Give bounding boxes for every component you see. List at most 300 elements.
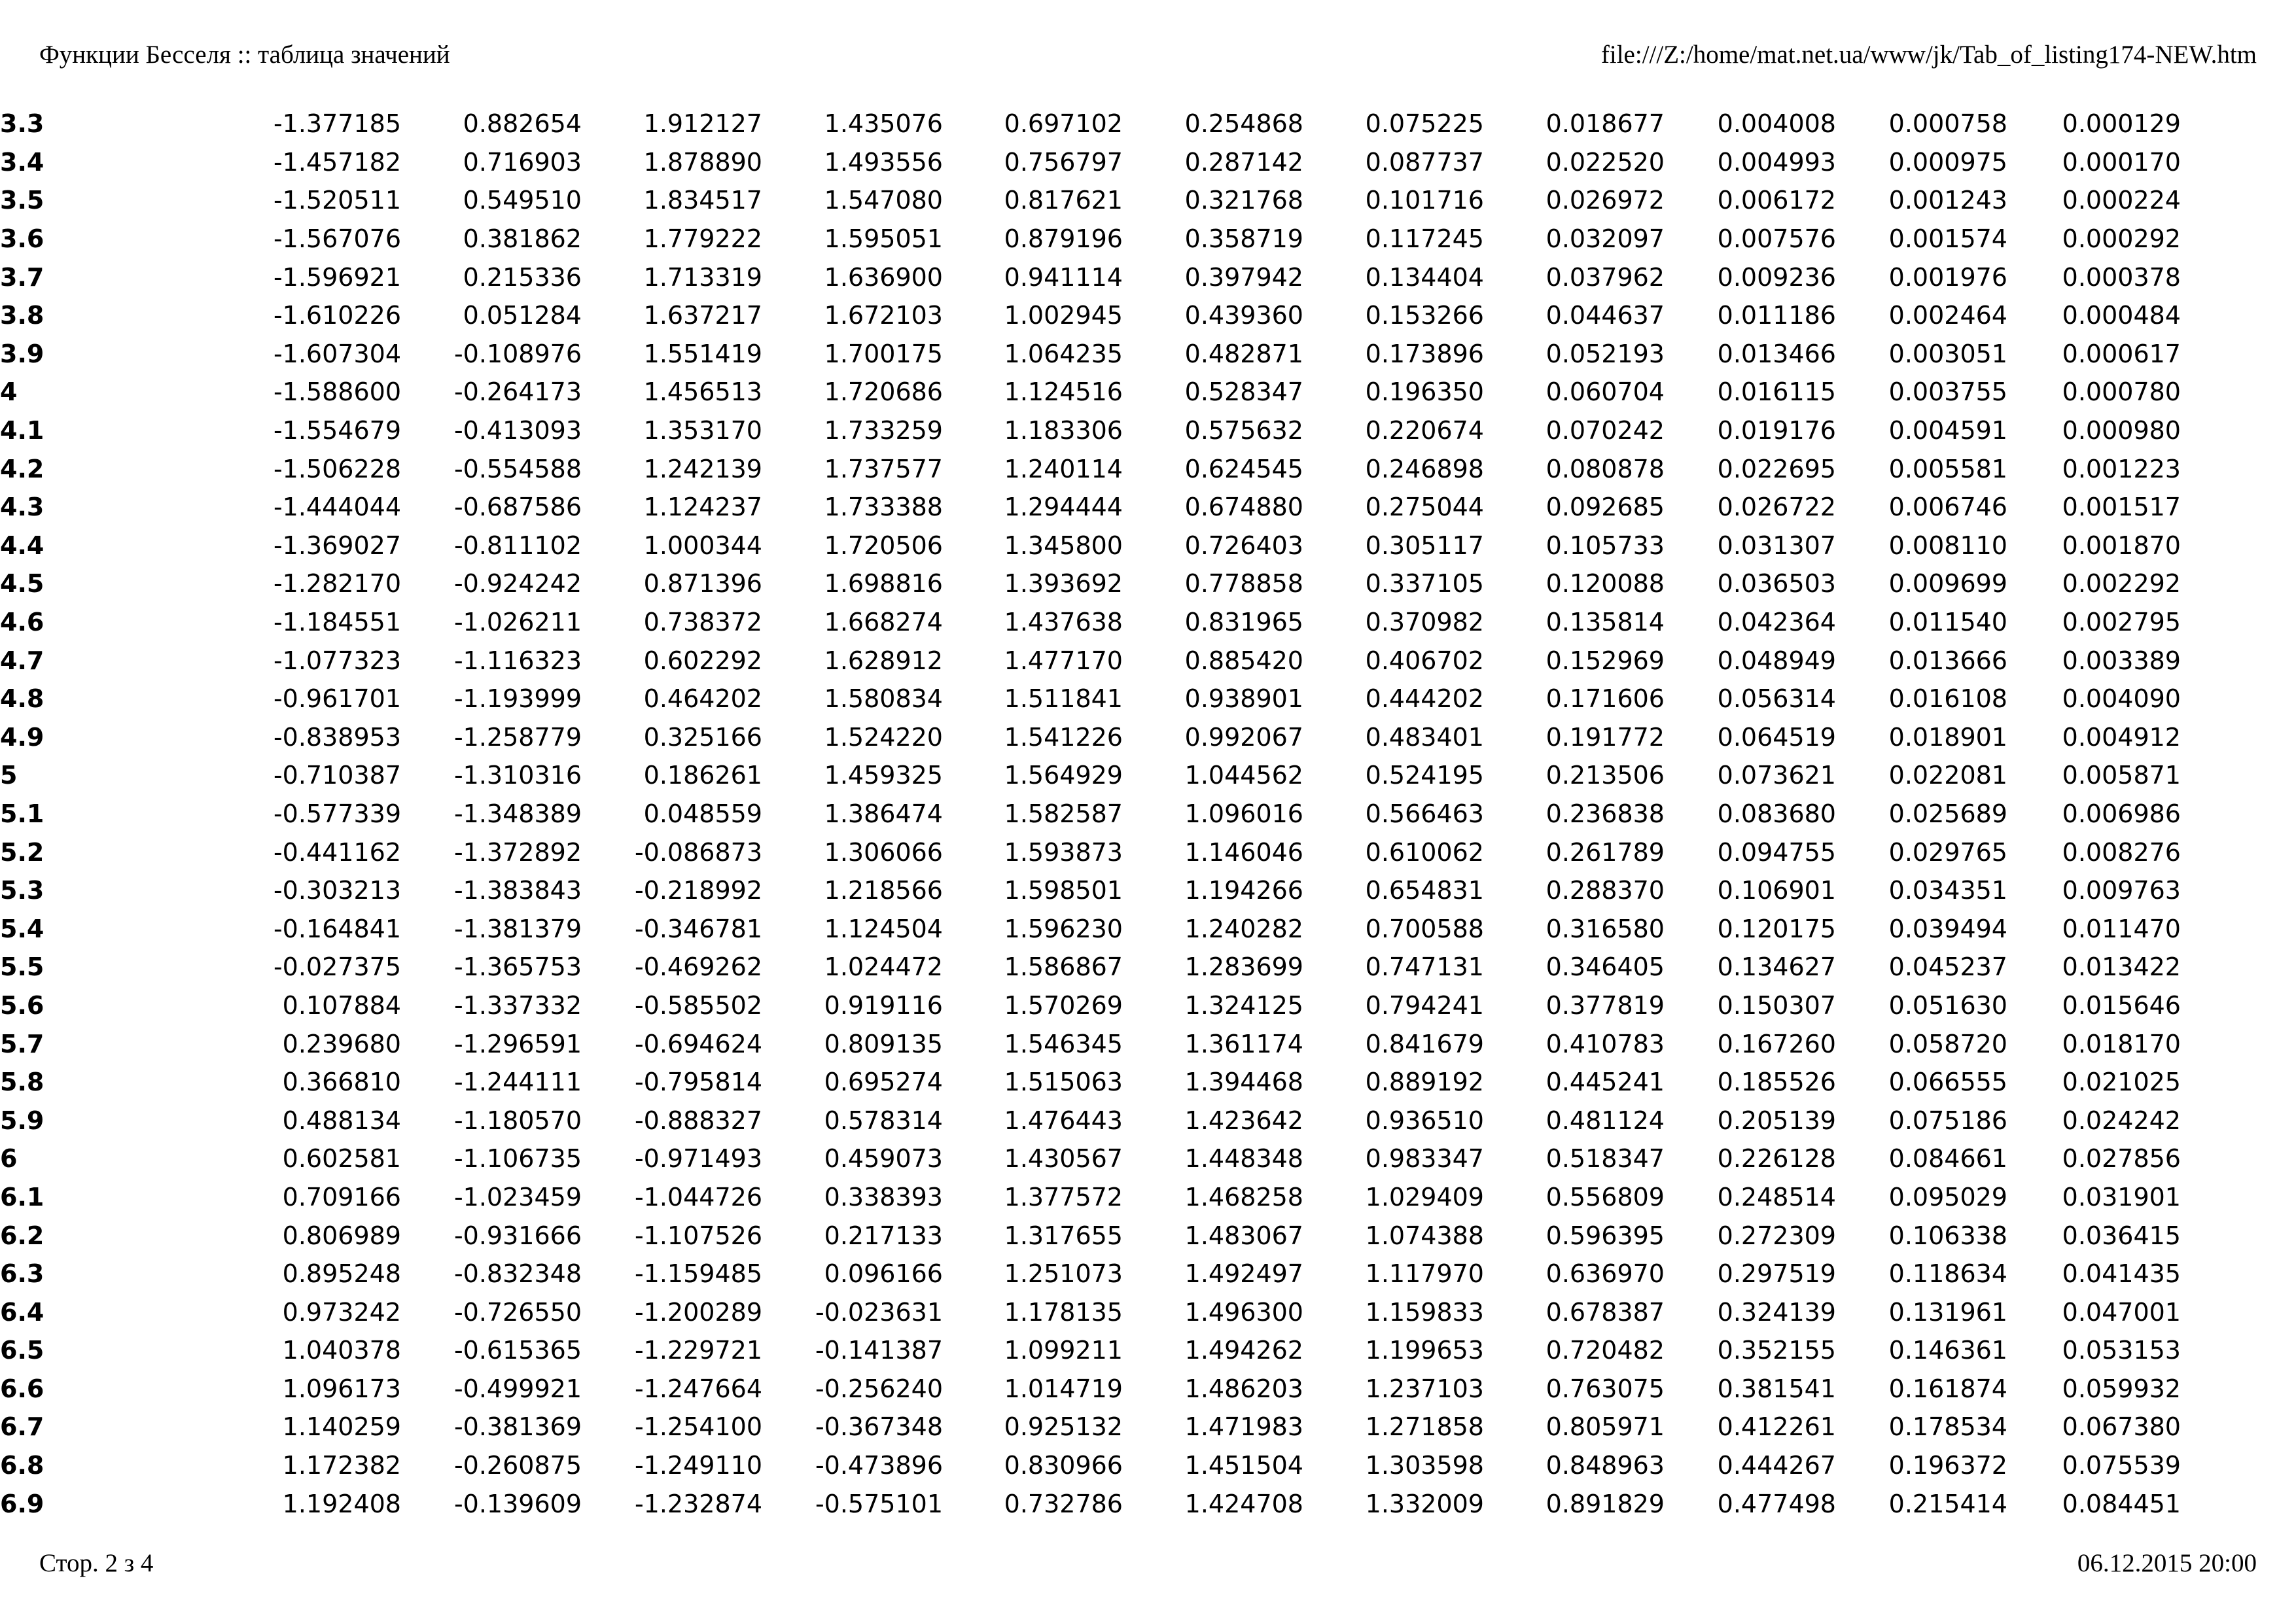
- value-cell: 1.074388: [1365, 1221, 1484, 1250]
- table-row: [0, 718, 2181, 757]
- value-cell: 0.001517: [2062, 493, 2181, 522]
- table-row: [0, 756, 2181, 795]
- value-cell: 0.013422: [2062, 952, 2181, 982]
- value-cell: 0.697102: [1004, 109, 1123, 139]
- value-cell: 0.022081: [1888, 761, 2007, 790]
- argument-cell: 4: [0, 377, 18, 407]
- table-row: [0, 488, 2181, 527]
- value-cell: 0.051284: [463, 301, 582, 330]
- value-cell: 1.424708: [1184, 1489, 1303, 1518]
- value-cell: 0.161874: [1888, 1374, 2007, 1403]
- value-cell: 1.459325: [824, 761, 943, 790]
- argument-cell: 4.8: [0, 684, 44, 714]
- value-cell: 0.075539: [2062, 1451, 2181, 1480]
- value-cell: -0.023631: [815, 1297, 943, 1327]
- argument-cell: 4.6: [0, 608, 44, 637]
- value-cell: -0.027375: [273, 952, 401, 982]
- value-cell: 0.477498: [1717, 1489, 1836, 1518]
- value-cell: 1.178135: [1004, 1297, 1123, 1327]
- value-cell: 0.011186: [1717, 301, 1836, 330]
- value-cell: 1.294444: [1004, 493, 1123, 522]
- value-cell: 0.305117: [1365, 531, 1484, 560]
- value-cell: 1.218566: [824, 876, 943, 905]
- value-cell: 1.546345: [1004, 1029, 1123, 1058]
- value-cell: 0.039494: [1888, 914, 2007, 943]
- value-cell: 0.106338: [1888, 1221, 2007, 1250]
- value-cell: 1.628912: [824, 646, 943, 675]
- value-cell: 1.194266: [1184, 876, 1303, 905]
- value-cell: -0.256240: [815, 1374, 943, 1403]
- value-cell: 0.488134: [282, 1106, 401, 1135]
- value-cell: 1.345800: [1004, 531, 1123, 560]
- value-cell: 0.817621: [1004, 186, 1123, 215]
- value-cell: -1.610226: [273, 301, 401, 330]
- value-cell: -0.924242: [453, 569, 582, 599]
- value-cell: 0.120088: [1545, 569, 1665, 599]
- value-cell: 0.566463: [1365, 799, 1484, 828]
- table-body: [0, 105, 2181, 1523]
- value-cell: 0.009699: [1888, 569, 2007, 599]
- value-cell: 0.841679: [1365, 1029, 1484, 1058]
- value-cell: 0.830966: [1004, 1451, 1123, 1480]
- value-cell: 1.124237: [643, 493, 762, 522]
- value-cell: 0.941114: [1004, 262, 1123, 292]
- argument-cell: 5.1: [0, 799, 44, 828]
- value-cell: 0.019176: [1717, 416, 1836, 445]
- value-cell: 0.051630: [1888, 990, 2007, 1020]
- argument-cell: 6: [0, 1144, 18, 1174]
- value-cell: 0.022520: [1545, 147, 1665, 177]
- value-cell: 0.000780: [2062, 377, 2181, 407]
- value-cell: -0.832348: [453, 1259, 582, 1289]
- value-cell: 0.032097: [1545, 224, 1665, 254]
- value-cell: -1.244111: [453, 1068, 582, 1097]
- value-cell: 0.370982: [1365, 608, 1484, 637]
- value-cell: 0.044637: [1545, 301, 1665, 330]
- argument-cell: 6.5: [0, 1336, 44, 1365]
- argument-cell: 5.9: [0, 1106, 44, 1135]
- value-cell: 1.496300: [1184, 1297, 1303, 1327]
- value-cell: 0.036503: [1717, 569, 1836, 599]
- value-cell: 1.099211: [1004, 1336, 1123, 1365]
- value-cell: 0.246898: [1365, 454, 1484, 483]
- page-header-url: file:///Z:/home/mat.net.ua/www/jk/Tab_of_listing174-NEW.htm: [1600, 41, 2257, 69]
- value-cell: 0.524195: [1365, 761, 1484, 790]
- value-cell: 0.879196: [1004, 224, 1123, 254]
- table-row: [0, 948, 2181, 986]
- table-row: [0, 909, 2181, 948]
- value-cell: 0.000129: [2062, 109, 2181, 139]
- value-cell: 0.366810: [282, 1068, 401, 1097]
- value-cell: 0.007576: [1717, 224, 1836, 254]
- value-cell: -0.413093: [453, 416, 582, 445]
- table-row: [0, 411, 2181, 450]
- value-cell: 1.353170: [643, 416, 762, 445]
- value-cell: 0.938901: [1184, 684, 1303, 714]
- value-cell: 0.481124: [1545, 1106, 1665, 1135]
- value-cell: 0.003051: [1888, 339, 2007, 368]
- value-cell: -1.596921: [273, 262, 401, 292]
- page-header-title: Функции Бесселя :: таблица значений: [39, 41, 450, 69]
- value-cell: 1.547080: [824, 186, 943, 215]
- value-cell: 1.912127: [643, 109, 762, 139]
- value-cell: -1.365753: [453, 952, 582, 982]
- value-cell: 0.747131: [1365, 952, 1484, 982]
- value-cell: 1.044562: [1184, 761, 1303, 790]
- argument-cell: 5.3: [0, 876, 44, 905]
- value-cell: 0.150307: [1717, 990, 1836, 1020]
- argument-cell: 3.8: [0, 301, 44, 330]
- value-cell: 0.064519: [1717, 722, 1836, 752]
- value-cell: 1.183306: [1004, 416, 1123, 445]
- table-row: [0, 1101, 2181, 1140]
- value-cell: 0.134404: [1365, 262, 1484, 292]
- value-cell: 1.242139: [643, 454, 762, 483]
- value-cell: 0.778858: [1184, 569, 1303, 599]
- value-cell: 0.297519: [1717, 1259, 1836, 1289]
- table-row: [0, 220, 2181, 258]
- value-cell: 1.580834: [824, 684, 943, 714]
- value-cell: 1.064235: [1004, 339, 1123, 368]
- value-cell: 0.001870: [2062, 531, 2181, 560]
- value-cell: 0.022695: [1717, 454, 1836, 483]
- value-cell: 0.003389: [2062, 646, 2181, 675]
- value-cell: 0.000378: [2062, 262, 2181, 292]
- value-cell: 0.000980: [2062, 416, 2181, 445]
- value-cell: 1.700175: [824, 339, 943, 368]
- argument-cell: 4.9: [0, 722, 44, 752]
- table-row: [0, 1216, 2181, 1255]
- value-cell: 0.173896: [1365, 339, 1484, 368]
- value-cell: 0.016108: [1888, 684, 2007, 714]
- value-cell: 0.018677: [1545, 109, 1665, 139]
- value-cell: 0.083680: [1717, 799, 1836, 828]
- value-cell: 1.541226: [1004, 722, 1123, 752]
- value-cell: 0.075225: [1365, 109, 1484, 139]
- value-cell: 0.654831: [1365, 876, 1484, 905]
- value-cell: 1.779222: [643, 224, 762, 254]
- value-cell: 0.002292: [2062, 569, 2181, 599]
- value-cell: 0.016115: [1717, 377, 1836, 407]
- table-row: [0, 1370, 2181, 1408]
- value-cell: -1.247664: [634, 1374, 762, 1403]
- value-cell: 1.437638: [1004, 608, 1123, 637]
- value-cell: 0.358719: [1184, 224, 1303, 254]
- value-cell: -0.260875: [453, 1451, 582, 1480]
- value-cell: 0.001223: [2062, 454, 2181, 483]
- argument-cell: 3.3: [0, 109, 44, 139]
- value-cell: 0.024242: [2062, 1106, 2181, 1135]
- value-cell: 0.205139: [1717, 1106, 1836, 1135]
- value-cell: 0.080878: [1545, 454, 1665, 483]
- table-row: [0, 1140, 2181, 1178]
- value-cell: 0.261789: [1545, 837, 1665, 867]
- value-cell: 1.394468: [1184, 1068, 1303, 1097]
- value-cell: -0.931666: [453, 1221, 582, 1250]
- table-row: [0, 143, 2181, 182]
- value-cell: 1.586867: [1004, 952, 1123, 982]
- value-cell: 0.011540: [1888, 608, 2007, 637]
- value-cell: -0.346781: [634, 914, 762, 943]
- value-cell: 0.004591: [1888, 416, 2007, 445]
- value-cell: 0.018901: [1888, 722, 2007, 752]
- value-cell: 0.060704: [1545, 377, 1665, 407]
- value-cell: 1.303598: [1365, 1451, 1484, 1480]
- value-cell: 1.733388: [824, 493, 943, 522]
- value-cell: 0.889192: [1365, 1068, 1484, 1097]
- value-cell: 1.014719: [1004, 1374, 1123, 1403]
- value-cell: 0.004008: [1717, 109, 1836, 139]
- value-cell: 1.096173: [282, 1374, 401, 1403]
- value-cell: 0.381862: [463, 224, 582, 254]
- argument-cell: 6.9: [0, 1489, 44, 1518]
- value-cell: 0.871396: [643, 569, 762, 599]
- value-cell: -1.310316: [453, 761, 582, 790]
- value-cell: -1.232874: [634, 1489, 762, 1518]
- value-cell: -1.588600: [273, 377, 401, 407]
- value-cell: 0.000292: [2062, 224, 2181, 254]
- value-cell: 0.695274: [824, 1068, 943, 1097]
- value-cell: 0.000758: [1888, 109, 2007, 139]
- value-cell: 1.324125: [1184, 990, 1303, 1020]
- value-cell: 0.809135: [824, 1029, 943, 1058]
- value-cell: 0.008276: [2062, 837, 2181, 867]
- value-cell: 1.159833: [1365, 1297, 1484, 1327]
- value-cell: 0.084661: [1888, 1144, 2007, 1174]
- value-cell: 1.448348: [1184, 1144, 1303, 1174]
- value-cell: 1.595051: [824, 224, 943, 254]
- value-cell: 1.493556: [824, 147, 943, 177]
- value-cell: 1.570269: [1004, 990, 1123, 1020]
- value-cell: 0.636970: [1545, 1259, 1665, 1289]
- value-cell: 0.287142: [1184, 147, 1303, 177]
- value-cell: 0.239680: [282, 1029, 401, 1058]
- value-cell: 0.272309: [1717, 1221, 1836, 1250]
- value-cell: -1.026211: [453, 608, 582, 637]
- value-cell: 1.029409: [1365, 1182, 1484, 1212]
- value-cell: 0.013466: [1717, 339, 1836, 368]
- value-cell: 0.005581: [1888, 454, 2007, 483]
- argument-cell: 6.2: [0, 1221, 44, 1250]
- value-cell: 0.674880: [1184, 493, 1303, 522]
- value-cell: 1.456513: [643, 377, 762, 407]
- value-cell: 0.483401: [1365, 722, 1484, 752]
- value-cell: 0.528347: [1184, 377, 1303, 407]
- table-row: [0, 986, 2181, 1025]
- argument-cell: 3.9: [0, 339, 44, 368]
- value-cell: -0.687586: [453, 493, 582, 522]
- value-cell: 0.073621: [1717, 761, 1836, 790]
- value-cell: 0.885420: [1184, 646, 1303, 675]
- value-cell: 0.215414: [1888, 1489, 2007, 1518]
- value-cell: 0.397942: [1184, 262, 1303, 292]
- table-row: [0, 258, 2181, 296]
- value-cell: -0.139609: [453, 1489, 582, 1518]
- value-cell: 1.737577: [824, 454, 943, 483]
- value-cell: -0.086873: [634, 837, 762, 867]
- value-cell: 0.459073: [824, 1144, 943, 1174]
- value-cell: -0.499921: [453, 1374, 582, 1403]
- value-cell: 0.117245: [1365, 224, 1484, 254]
- value-cell: 0.037962: [1545, 262, 1665, 292]
- value-cell: 0.716903: [463, 147, 582, 177]
- value-cell: 0.700588: [1365, 914, 1484, 943]
- value-cell: 1.720686: [824, 377, 943, 407]
- table-row: [0, 641, 2181, 680]
- table-row: [0, 871, 2181, 910]
- value-cell: 1.430567: [1004, 1144, 1123, 1174]
- table-row: [0, 603, 2181, 642]
- value-cell: 0.549510: [463, 186, 582, 215]
- value-cell: -0.141387: [815, 1336, 943, 1365]
- value-cell: 1.637217: [643, 301, 762, 330]
- value-cell: 0.444202: [1365, 684, 1484, 714]
- argument-cell: 4.3: [0, 493, 44, 522]
- value-cell: 1.878890: [643, 147, 762, 177]
- value-cell: 0.412261: [1717, 1412, 1836, 1442]
- value-cell: 0.220674: [1365, 416, 1484, 445]
- value-cell: 0.004090: [2062, 684, 2181, 714]
- value-cell: 1.377572: [1004, 1182, 1123, 1212]
- value-cell: -0.971493: [634, 1144, 762, 1174]
- value-cell: 0.070242: [1545, 416, 1665, 445]
- value-cell: 0.095029: [1888, 1182, 2007, 1212]
- value-cell: 0.075186: [1888, 1106, 2007, 1135]
- value-cell: 1.146046: [1184, 837, 1303, 867]
- value-cell: 0.709166: [282, 1182, 401, 1212]
- value-cell: 0.006746: [1888, 493, 2007, 522]
- value-cell: 1.317655: [1004, 1221, 1123, 1250]
- value-cell: 0.042364: [1717, 608, 1836, 637]
- value-cell: 0.596395: [1545, 1221, 1665, 1250]
- value-cell: -1.106735: [453, 1144, 582, 1174]
- argument-cell: 4.1: [0, 416, 44, 445]
- value-cell: 0.196372: [1888, 1451, 2007, 1480]
- value-cell: 0.031307: [1717, 531, 1836, 560]
- value-cell: 0.000975: [1888, 147, 2007, 177]
- value-cell: 1.486203: [1184, 1374, 1303, 1403]
- value-cell: 0.217133: [824, 1221, 943, 1250]
- table-row: [0, 449, 2181, 488]
- value-cell: 1.672103: [824, 301, 943, 330]
- value-cell: 0.288370: [1545, 876, 1665, 905]
- value-cell: 0.578314: [824, 1106, 943, 1135]
- value-cell: 0.000617: [2062, 339, 2181, 368]
- value-cell: 0.805971: [1545, 1412, 1665, 1442]
- value-cell: 0.848963: [1545, 1451, 1665, 1480]
- value-cell: 0.352155: [1717, 1336, 1836, 1365]
- value-cell: 1.361174: [1184, 1029, 1303, 1058]
- value-cell: 0.101716: [1365, 186, 1484, 215]
- value-cell: 0.096166: [824, 1259, 943, 1289]
- value-cell: 0.045237: [1888, 952, 2007, 982]
- table-row: [0, 181, 2181, 220]
- value-cell: 1.040378: [282, 1336, 401, 1365]
- value-cell: 0.445241: [1545, 1068, 1665, 1097]
- value-cell: -0.164841: [273, 914, 401, 943]
- page-footer-datetime: 06.12.2015 20:00: [2077, 1549, 2257, 1577]
- value-cell: -0.303213: [273, 876, 401, 905]
- value-cell: 0.005871: [2062, 761, 2181, 790]
- value-cell: 1.251073: [1004, 1259, 1123, 1289]
- value-cell: -1.520511: [273, 186, 401, 215]
- value-cell: 0.026722: [1717, 493, 1836, 522]
- value-cell: 0.105733: [1545, 531, 1665, 560]
- value-cell: 0.738372: [643, 608, 762, 637]
- table-row: [0, 105, 2181, 143]
- value-cell: 1.451504: [1184, 1451, 1303, 1480]
- value-cell: 0.891829: [1545, 1489, 1665, 1518]
- value-cell: 1.564929: [1004, 761, 1123, 790]
- table-row: [0, 373, 2181, 411]
- value-cell: 1.306066: [824, 837, 943, 867]
- value-cell: 0.021025: [2062, 1068, 2181, 1097]
- value-cell: -1.383843: [453, 876, 582, 905]
- value-cell: 0.325166: [643, 722, 762, 752]
- value-cell: -1.077323: [273, 646, 401, 675]
- value-cell: 0.726403: [1184, 531, 1303, 560]
- table-row: [0, 1408, 2181, 1446]
- value-cell: 0.756797: [1004, 147, 1123, 177]
- value-cell: 0.973242: [282, 1297, 401, 1327]
- value-cell: 1.124504: [824, 914, 943, 943]
- table-row: [0, 1255, 2181, 1293]
- value-cell: 0.678387: [1545, 1297, 1665, 1327]
- value-cell: 0.041435: [2062, 1259, 2181, 1289]
- value-cell: 1.551419: [643, 339, 762, 368]
- value-cell: 1.476443: [1004, 1106, 1123, 1135]
- value-cell: 0.094755: [1717, 837, 1836, 867]
- value-cell: 1.117970: [1365, 1259, 1484, 1289]
- value-cell: -0.585502: [634, 990, 762, 1020]
- value-cell: 1.515063: [1004, 1068, 1123, 1097]
- value-cell: 0.185526: [1717, 1068, 1836, 1097]
- value-cell: 0.092685: [1545, 493, 1665, 522]
- value-cell: -0.811102: [453, 531, 582, 560]
- argument-cell: 5.5: [0, 952, 44, 982]
- value-cell: -0.381369: [453, 1412, 582, 1442]
- value-cell: 0.009236: [1717, 262, 1836, 292]
- value-cell: -1.229721: [634, 1336, 762, 1365]
- value-cell: 1.140259: [282, 1412, 401, 1442]
- value-cell: -1.369027: [273, 531, 401, 560]
- value-cell: 0.983347: [1365, 1144, 1484, 1174]
- value-cell: 0.602292: [643, 646, 762, 675]
- value-cell: 1.435076: [824, 109, 943, 139]
- table-row: [0, 795, 2181, 833]
- value-cell: 1.596230: [1004, 914, 1123, 943]
- value-cell: -1.023459: [453, 1182, 582, 1212]
- value-cell: -1.554679: [273, 416, 401, 445]
- value-cell: 0.925132: [1004, 1412, 1123, 1442]
- argument-cell: 5.8: [0, 1068, 44, 1097]
- argument-cell: 6.7: [0, 1412, 44, 1442]
- value-cell: -0.888327: [634, 1106, 762, 1135]
- value-cell: -1.607304: [273, 339, 401, 368]
- bessel-values-table: [0, 105, 2181, 1523]
- table-row: [0, 565, 2181, 603]
- value-cell: 0.624545: [1184, 454, 1303, 483]
- value-cell: 1.000344: [643, 531, 762, 560]
- table-row: [0, 296, 2181, 335]
- value-cell: 0.992067: [1184, 722, 1303, 752]
- value-cell: -0.473896: [815, 1451, 943, 1480]
- value-cell: -0.615365: [453, 1336, 582, 1365]
- value-cell: 0.248514: [1717, 1182, 1836, 1212]
- value-cell: 0.806989: [282, 1221, 401, 1250]
- value-cell: 1.237103: [1365, 1374, 1484, 1403]
- value-cell: 0.226128: [1717, 1144, 1836, 1174]
